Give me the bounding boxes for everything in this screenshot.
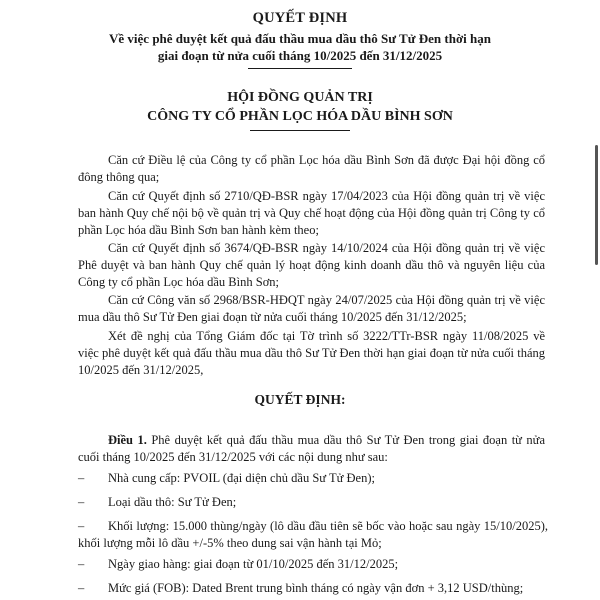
list-item-text: Nhà cung cấp: PVOIL (đại diện chủ dầu Sư Tử Đen);: [108, 471, 375, 485]
article-1-label: Điều 1.: [108, 433, 147, 447]
basis-text: Căn cứ Quyết định số 3674/QĐ-BSR ngày 14/10/2024 của Hội đồng quản trị về việc Phê duyệt và ban hành Quy chế quản lý hoạt động kinh doanh dầu thô và nguyên liệu của Công ty cổ phần Lọc hóa dầu Bình Sơn;: [78, 241, 545, 289]
subtitle-line-2: giai đoạn từ nửa cuối tháng 10/2025 đến 31/12/2025: [157, 48, 443, 63]
issuer-company: CÔNG TY CỔ PHẦN LỌC HÓA DẦU BÌNH SƠN: [147, 109, 453, 124]
list-item-text: Khối lượng: 15.000 thùng/ngày (lô dầu đầu tiên sẽ bốc vào hoặc sau ngày 15/10/2025), khối lượng mỗi lô dầu +/-5% theo dung sai vận hành tại Mỏ;: [78, 519, 548, 550]
list-item-text: Mức giá (FOB): Dated Brent trung bình tháng có ngày vận đơn + 3,12 USD/thùng;: [108, 581, 524, 595]
basis-paragraph: [78, 240, 545, 291]
basis-text: Xét đề nghị của Tổng Giám đốc tại Tờ trình số 3222/TTr-BSR ngày 11/08/2025 về việc phê duyệt kết quả đấu thầu mua dầu thô Sư Tử Đen thời hạn giai đoạn từ nửa cuối tháng 10/2025 đến 31/12/2025,: [78, 329, 545, 377]
article-1-text: Phê duyệt kết quả đấu thầu mua dầu thô Sư Tử Đen trong giai đoạn từ nửa cuối tháng 10/2025 đến 31/12/2025 với các nội dung như sau:: [78, 433, 546, 464]
article-1: [78, 432, 545, 466]
basis-text: Căn cứ Công văn số 2968/BSR-HĐQT ngày 24/07/2025 của Hội đồng quản trị về việc mua dầu thô Sư Tử Đen giai đoạn từ nửa cuối tháng 10/2025 đến 31/12/2025;: [78, 293, 545, 324]
title-divider: [248, 68, 352, 69]
list-item: – Khối lượng: 15.000 thùng/ngày (lô dầu đầu tiên sẽ bốc vào hoặc sau ngày 15/10/2025), khối lượng mỗi lô dầu +/-5% theo dung sai vận hành tại Mỏ;: [78, 519, 548, 550]
list-item-text: Ngày giao hàng: giai đoạn từ 01/10/2025 đến 31/12/2025;: [108, 557, 399, 571]
issuer-divider: [250, 130, 350, 131]
document-title: QUYẾT ĐỊNH: [252, 10, 348, 26]
list-item-text: Loại dầu thô: Sư Tử Đen;: [108, 495, 237, 509]
decision-heading: QUYẾT ĐỊNH:: [254, 392, 346, 407]
document-subtitle: [0, 30, 600, 64]
basis-text: Căn cứ Quyết định số 2710/QĐ-BSR ngày 17/04/2023 của Hội đồng quản trị về việc ban hành Quy chế nội bộ về quản trị và Quy chế hoạt động của Hội đồng quản trị Công ty cổ phần Lọc hóa dầu Bình Sơn ban hành kèm theo;: [78, 189, 545, 237]
basis-paragraph: [78, 328, 545, 379]
list-item: – Mức giá (FOB): Dated Brent trung bình tháng có ngày vận đơn + 3,12 USD/thùng;: [78, 581, 524, 595]
basis-paragraph: [78, 152, 545, 186]
basis-paragraph: [78, 292, 545, 326]
list-item: – Ngày giao hàng: giai đoạn từ 01/10/2025 đến 31/12/2025;: [78, 557, 399, 571]
list-item: – Nhà cung cấp: PVOIL (đại diện chủ dầu Sư Tử Đen);: [78, 471, 375, 485]
scrollbar-thumb[interactable]: [595, 145, 598, 265]
issuer-block: [0, 88, 600, 126]
issuer-board: HỘI ĐỒNG QUẢN TRỊ: [227, 90, 373, 105]
list-item: – Loại dầu thô: Sư Tử Đen;: [78, 495, 237, 509]
basis-paragraph: [78, 188, 545, 239]
basis-text: Căn cứ Điều lệ của Công ty cổ phần Lọc hóa dầu Bình Sơn đã được Đại hội đồng cổ đông thông qua;: [78, 153, 545, 184]
subtitle-line-1: Về việc phê duyệt kết quả đấu thầu mua dầu thô Sư Tử Đen thời hạn: [109, 31, 491, 46]
